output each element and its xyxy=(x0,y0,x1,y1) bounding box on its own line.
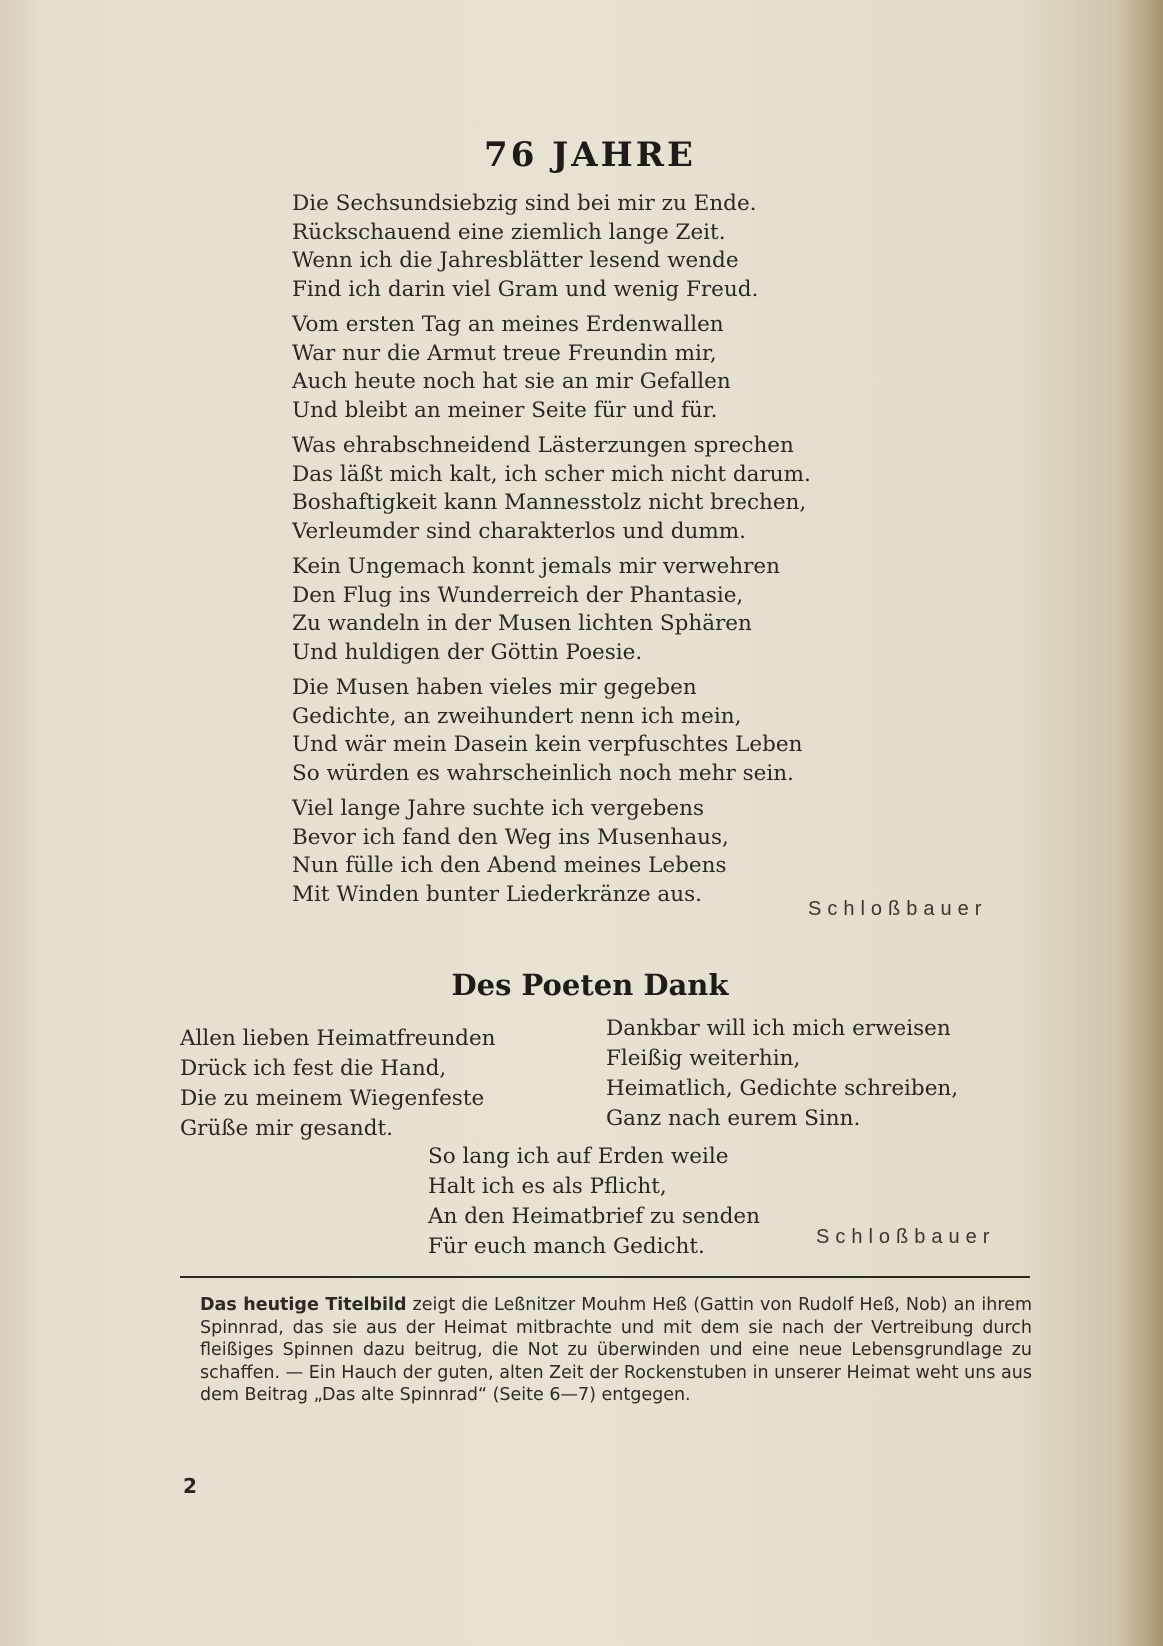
poem-line: Wenn ich die Jahresblätter lesend wende xyxy=(292,248,739,273)
poem-line: Die zu meinem Wiegenfeste xyxy=(180,1086,485,1111)
poem-line: Die Musen haben vieles mir gegeben xyxy=(292,675,697,700)
poem-line: So lang ich auf Erden weile xyxy=(428,1144,729,1169)
poem-line: Fleißig weiterhin, xyxy=(606,1046,801,1071)
poem-line: Die Sechsundsiebzig sind bei mir zu Ende. xyxy=(292,191,757,216)
poem-line: Drück ich fest die Hand, xyxy=(180,1056,447,1081)
stanza xyxy=(292,674,1052,788)
poem-line: Was ehrabschneidend Lästerzungen sprechen xyxy=(292,433,794,458)
poem-line: Und huldigen der Göttin Poesie. xyxy=(292,639,643,665)
poem-line: Dankbar will ich mich erweisen xyxy=(606,1016,951,1041)
stanza xyxy=(292,190,1052,304)
poem-title: 76 JAHRE xyxy=(484,135,696,175)
stanza-center xyxy=(428,1142,848,1262)
poem-body xyxy=(292,190,1052,916)
poem-line: War nur die Armut treue Freundin mir, xyxy=(292,340,717,366)
poem-line: An den Heimatbrief zu senden xyxy=(428,1204,760,1229)
stanza-left xyxy=(180,1024,580,1144)
stanza xyxy=(292,553,1052,667)
poem-line: Find ich darin viel Gram und wenig Freud. xyxy=(292,276,759,302)
poem-line: Nun fülle ich den Abend meines Lebens xyxy=(292,853,727,878)
poem-line: Gedichte, an zweihundert nenn ich mein, xyxy=(292,703,742,729)
poem-line: Und bleibt an meiner Seite für und für. xyxy=(292,397,718,423)
stanza xyxy=(292,795,1052,909)
poem-line: Für euch manch Gedicht. xyxy=(428,1234,705,1259)
poem-line: Und wär mein Dasein kein verpfuschtes Leben xyxy=(292,732,803,757)
poem-line: Zu wandeln in der Musen lichten Sphären xyxy=(292,611,752,636)
poem-line: Halt ich es als Pflicht, xyxy=(428,1174,667,1199)
poem-signature: Schloßbauer xyxy=(808,898,988,920)
stanza-right xyxy=(606,1014,1026,1134)
poem-line: Ganz nach eurem Sinn. xyxy=(606,1106,861,1131)
poem-signature: Schloßbauer xyxy=(816,1226,996,1248)
poem-line: So würden es wahrscheinlich noch mehr sein. xyxy=(292,760,794,786)
page-edge-shadow xyxy=(1123,0,1163,1646)
cover-note xyxy=(200,1294,1032,1407)
note-lead: Das heutige Titelbild xyxy=(200,1295,407,1315)
poem-line: Vom ersten Tag an meines Erdenwallen xyxy=(292,312,724,337)
poem-line: Den Flug ins Wunderreich der Phantasie, xyxy=(292,582,744,608)
poem-line: Kein Ungemach konnt jemals mir verwehren xyxy=(292,554,780,579)
poem-line: Heimatlich, Gedichte schreiben, xyxy=(606,1076,959,1101)
note-text: zeigt die Leßnitzer Mouhm Heß (Gattin von Rudolf Heß, Nob) an ihrem Spinnrad, das sie aus der Heimat mitbrachte und mit dem sie nach der Vertreibung durch fleißiges Spinnen dazu beitrug, die Not zu überwinden und eine neue Lebensgrundlage zu schaffen. — Ein Hauch der guten, alten Zeit der Rockenstuben in unserer Heimat weht uns aus dem Beitrag „Das alte Spinnrad“ (Seite 6—7) entgegen. xyxy=(200,1295,1033,1405)
poem-line: Viel lange Jahre suchte ich vergebens xyxy=(292,796,705,821)
poem-title: Des Poeten Dank xyxy=(451,968,729,1002)
poem-line: Auch heute noch hat sie an mir Gefallen xyxy=(292,369,731,394)
poem-line: Rückschauend eine ziemlich lange Zeit. xyxy=(292,219,726,245)
stanza xyxy=(292,432,1052,546)
poem-line: Mit Winden bunter Liederkränze aus. xyxy=(292,881,702,907)
stanza xyxy=(292,311,1052,425)
page-number: 2 xyxy=(183,1474,197,1498)
poem-line: Das läßt mich kalt, ich scher mich nicht darum. xyxy=(292,461,811,487)
poem-line: Bevor ich fand den Weg ins Musenhaus, xyxy=(292,824,729,850)
poem-line: Allen lieben Heimatfreunden xyxy=(180,1026,496,1051)
poem-line: Verleumder sind charakterlos und dumm. xyxy=(292,518,747,544)
poem-line: Grüße mir gesandt. xyxy=(180,1116,394,1141)
poem-line: Boshaftigkeit kann Mannesstolz nicht brechen, xyxy=(292,490,807,515)
divider xyxy=(180,1276,1030,1278)
